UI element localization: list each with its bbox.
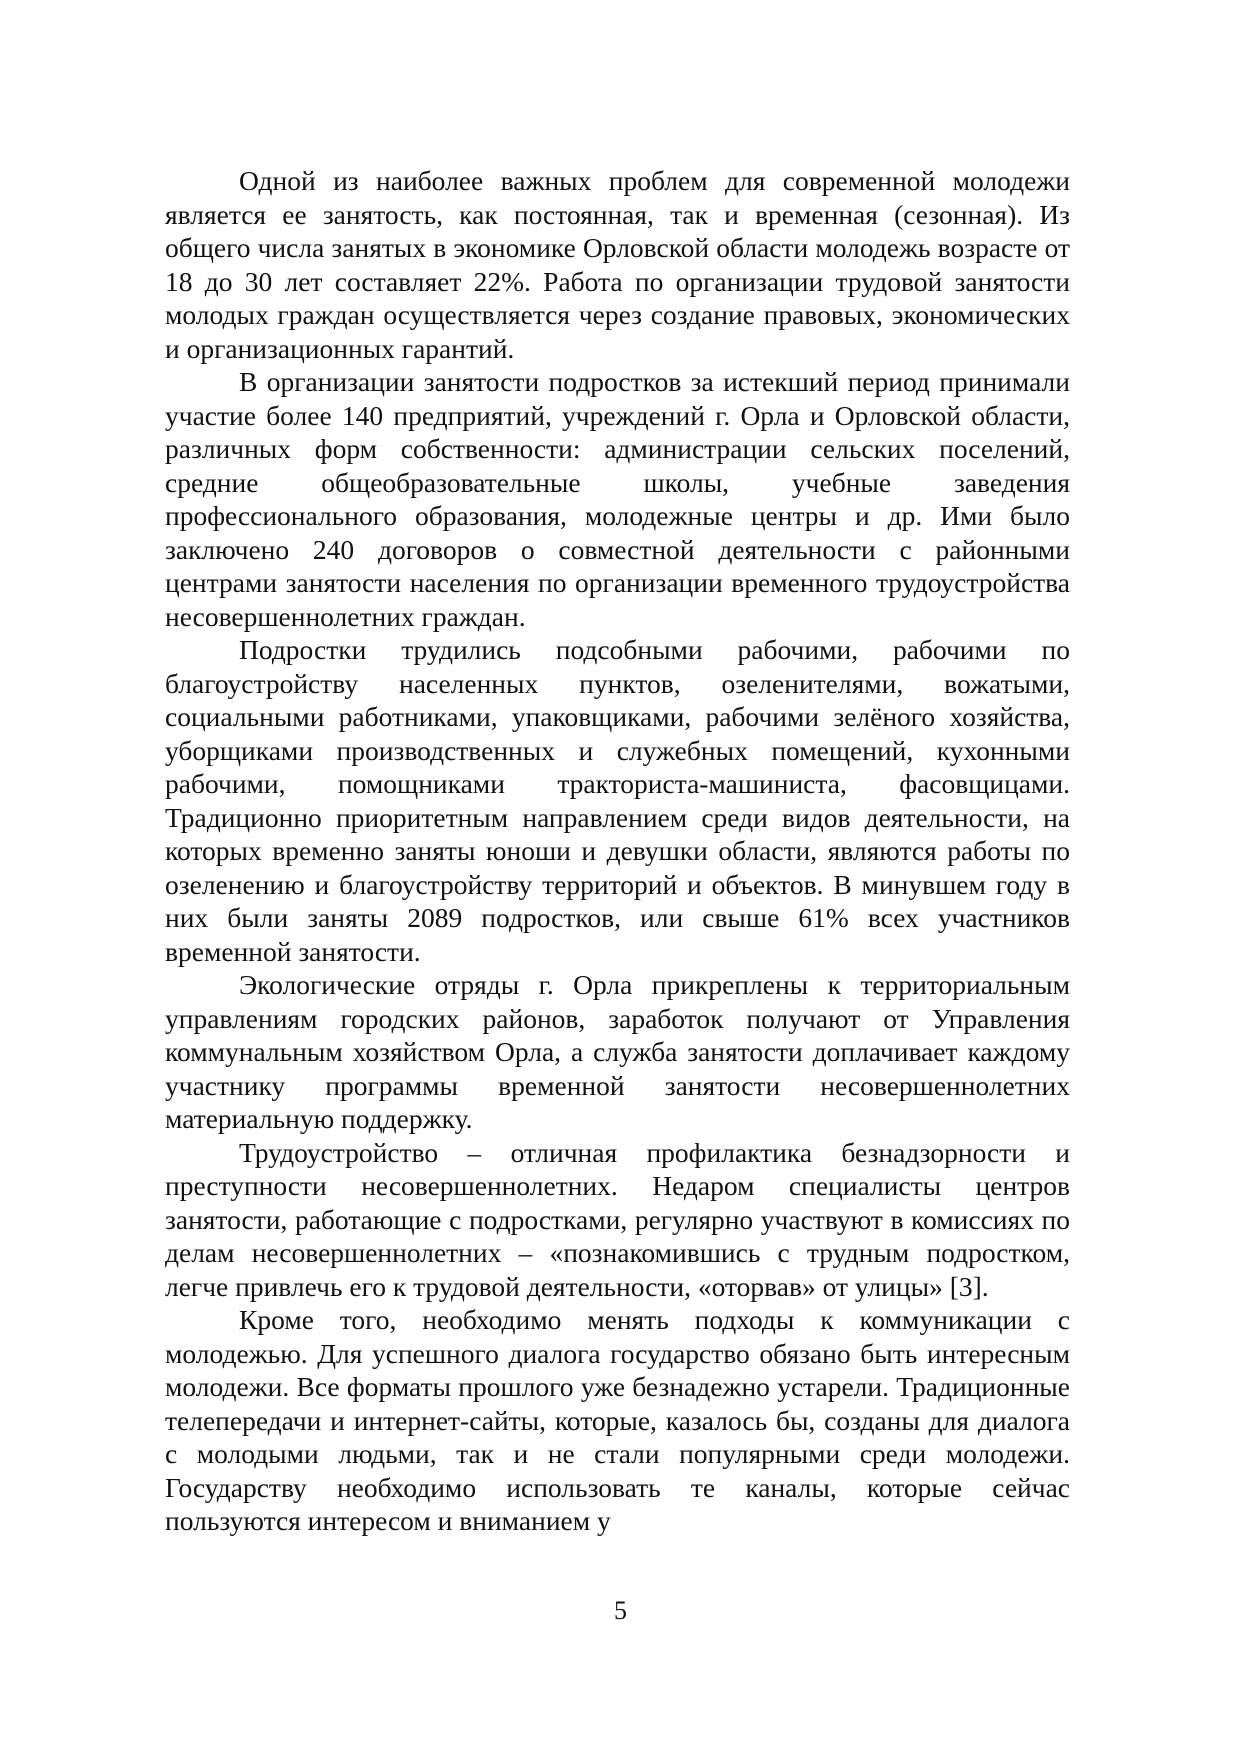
paragraph-4: Экологические отряды г. Орла прикреплены к территориальным управлениям городских районов, заработок получают от Управления коммунальным хозяйством Орла, а служба занятости доплачивает каждому участнику программы временной занятости несовершеннолетних материальную поддержку. xyxy=(165,969,1070,1134)
paragraph-6: Кроме того, необходимо менять подходы к коммуникации с молодежью. Для успешного диалога государство обязано быть интересным молодежи. Все форматы прошлого уже безнадежно устарели. Традиционные телепередачи и интернет-сайты, которые, казалось бы, созданы для диалога с молодыми людьми, так и не стали популярными среди молодежи. Государству необходимо использовать те каналы, которые сейчас пользуются интересом и вниманием у xyxy=(165,1304,1070,1536)
page-number: 5 xyxy=(614,1596,627,1625)
body-text xyxy=(165,164,1070,1538)
paragraph-2: В организации занятости подростков за истекший период принимали участие более 140 предприятий, учреждений г. Орла и Орловской области, различных форм собственности: администрации сельских поселений, средние общеобразовательные школы, учебные заведения профессионального образования, молодежные центры и др. Ими было заключено 240 договоров о совместной деятельности с районными центрами занятости населения по организации временного трудоустройства несовершеннолетних граждан. xyxy=(165,366,1070,632)
paragraph-1: Одной из наиболее важных проблем для современной молодежи является ее занятость, как постоянная, так и временная (сезонная). Из общего числа занятых в экономике Орловской области молодежь возрасте от 18 до 30 лет составляет 22%. Работа по организации трудовой занятости молодых граждан осуществляется через создание правовых, экономических и организационных гарантий. xyxy=(165,165,1070,364)
paragraph-5: Трудоустройство – отличная профилактика безнадзорности и преступности несовершеннолетних. Недаром специалисты центров занятости, работающие с подростками, регулярно участвуют в комиссиях по делам несовершеннолетних – «познакомившись с трудным подростком, легче привлечь его к трудовой деятельности, «оторвав» от улицы» [3]. xyxy=(165,1136,1070,1302)
paragraph-3: Подростки трудились подсобными рабочими, рабочими по благоустройству населенных пунктов, озеленителями, вожатыми, социальными работниками, упаковщиками, рабочими зелёного хозяйства, уборщиками производственных и служебных помещений, кухонными рабочими, помощниками тракториста-машиниста, фасовщицами. Традиционно приоритетным направлением среди видов деятельности, на которых временно заняты юноши и девушки области, являются работы по озеленению и благоустройству территорий и объектов. В минувшем году в них были заняты 2089 подростков, или свыше 61% всех участников временной занятости. xyxy=(165,634,1070,967)
